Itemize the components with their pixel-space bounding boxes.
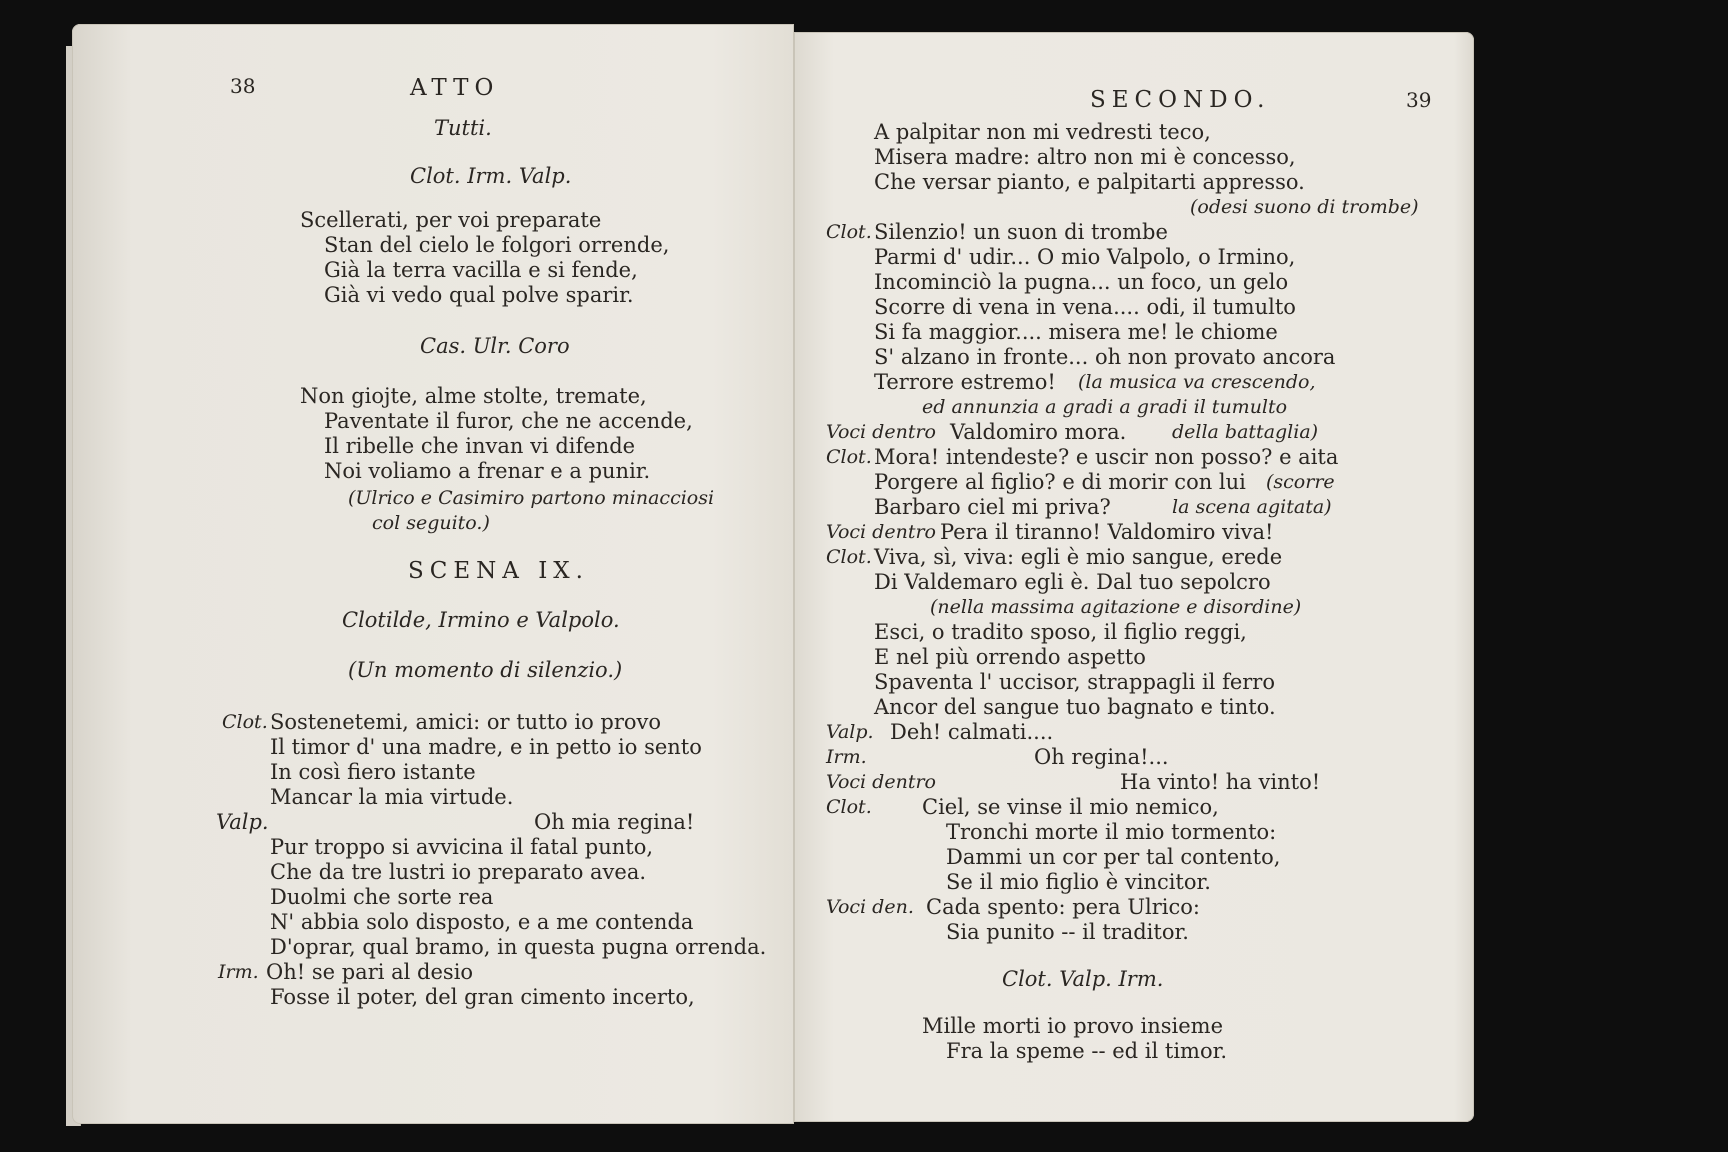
- verse-line: Incominciò la pugna... un foco, un gelo: [874, 270, 1289, 294]
- verse-line: D'oprar, qual bramo, in questa pugna orrenda.: [270, 935, 767, 959]
- page-number-left: 38: [230, 74, 256, 98]
- verse-line: Duolmi che sorte rea: [270, 885, 494, 909]
- verse-line: Non giojte, alme stolte, tremate,: [300, 384, 647, 408]
- verse-line: Fra la speme -- ed il timor.: [946, 1039, 1228, 1063]
- stage-direction: (la musica va crescendo,: [1078, 371, 1316, 393]
- verse-line: Ciel, se vinse il mio nemico,: [922, 795, 1219, 819]
- speaker-label: Valp.: [216, 810, 269, 834]
- verse-line: In così fiero istante: [270, 760, 476, 784]
- stage-direction: ed annunzia a gradi a gradi il tumulto: [922, 396, 1288, 418]
- stage-direction: la scena agitata): [1172, 496, 1332, 518]
- verse-line: S' alzano in fronte... oh non provato ancora: [874, 345, 1336, 369]
- stage-direction: (Ulrico e Casimiro partono minacciosi: [348, 487, 715, 509]
- right-page: [794, 32, 1474, 1122]
- verse-line: Silenzio! un suon di trombe: [874, 220, 1168, 244]
- verse-line: Valdomiro mora.: [950, 420, 1127, 444]
- stage-direction: col seguito.): [372, 512, 490, 534]
- speaker-label: Voci dentro: [826, 421, 936, 443]
- page-number-right: 39: [1406, 88, 1432, 112]
- verse-line: E nel più orrendo aspetto: [874, 645, 1146, 669]
- verse-line: Mille morti io provo insieme: [922, 1014, 1224, 1038]
- verse-line: Pur troppo si avvicina il fatal punto,: [270, 835, 654, 859]
- speaker-heading: Clot. Irm. Valp.: [410, 164, 572, 188]
- verse-line: Sia punito -- il traditor.: [946, 920, 1189, 944]
- verse-line: Paventate il furor, che ne accende,: [324, 409, 693, 433]
- speaker-label: Clot.: [826, 446, 872, 468]
- stage-direction: della battaglia): [1172, 421, 1319, 443]
- stage-direction: (nella massima agitazione e disordine): [930, 596, 1302, 618]
- stage-direction: (odesi suono di trombe): [1190, 196, 1419, 218]
- verse-line: Terrore estremo!: [874, 370, 1056, 394]
- verse-line: Si fa maggior.... misera me! le chiome: [874, 320, 1278, 344]
- verse-line: Scorre di vena in vena.... odi, il tumulto: [874, 295, 1296, 319]
- verse-line: A palpitar non mi vedresti teco,: [874, 120, 1211, 144]
- speaker-label: Irm.: [218, 961, 259, 983]
- verse-line: Deh! calmati....: [890, 720, 1054, 744]
- verse-line: Cada spento: pera Ulrico:: [926, 895, 1200, 919]
- verse-line: Oh mia regina!: [534, 810, 695, 834]
- verse-line: N' abbia solo disposto, e a me contenda: [270, 910, 694, 934]
- speaker-label: Valp.: [826, 721, 874, 743]
- speaker-label: Voci den.: [826, 896, 914, 918]
- verse-line: Noi voliamo a frenar e a punir.: [324, 459, 651, 483]
- running-head-left: ATTO: [410, 75, 500, 101]
- verse-line: Barbaro ciel mi priva?: [874, 495, 1111, 519]
- open-book: [72, 24, 1474, 1132]
- speaker-label: Clot.: [826, 796, 872, 818]
- speaker-label: Voci dentro: [826, 771, 936, 793]
- speaker-heading: Cas. Ulr. Coro: [420, 334, 570, 358]
- verse-line: Stan del cielo le folgori orrende,: [324, 233, 670, 257]
- verse-line: Già vi vedo qual polve sparir.: [324, 283, 634, 307]
- speaker-label: Clot.: [222, 711, 268, 733]
- verse-line: Se il mio figlio è vincitor.: [946, 870, 1211, 894]
- verse-line: Pera il tiranno! Valdomiro viva!: [940, 520, 1274, 544]
- verse-line: Dammi un cor per tal contento,: [946, 845, 1281, 869]
- verse-line: Di Valdemaro egli è. Dal tuo sepolcro: [874, 570, 1271, 594]
- verse-line: Viva, sì, viva: egli è mio sangue, erede: [874, 545, 1283, 569]
- verse-line: Mancar la mia virtude.: [270, 785, 514, 809]
- speaker-label: Irm.: [826, 746, 867, 768]
- verse-line: Mora! intendeste? e uscir non posso? e aita: [874, 445, 1339, 469]
- verse-line: Scellerati, per voi preparate: [300, 208, 602, 232]
- verse-line: Il timor d' una madre, e in petto io sento: [270, 735, 702, 759]
- verse-line: Tronchi morte il mio tormento:: [946, 820, 1277, 844]
- verse-line: Sostenetemi, amici: or tutto io provo: [270, 710, 662, 734]
- verse-line: Porgere al figlio? e di morir con lui: [874, 470, 1246, 494]
- verse-line: Ha vinto! ha vinto!: [1120, 770, 1321, 794]
- verse-line: Il ribelle che invan vi difende: [324, 434, 636, 458]
- stage-direction: (Un momento di silenzio.): [348, 658, 623, 682]
- left-page: [72, 24, 794, 1124]
- verse-line: Spaventa l' uccisor, strappagli il ferro: [874, 670, 1275, 694]
- verse-line: Che da tre lustri io preparato avea.: [270, 860, 647, 884]
- running-head-right: SECONDO.: [1090, 87, 1271, 113]
- verse-line: Ancor del sangue tuo bagnato e tinto.: [874, 695, 1276, 719]
- verse-line: Che versar pianto, e palpitarti appresso.: [874, 170, 1305, 194]
- verse-line: Parmi d' udir... O mio Valpolo, o Irmino,: [874, 245, 1296, 269]
- character-list: Clotilde, Irmino e Valpolo.: [342, 608, 620, 632]
- verse-line: Oh! se pari al desio: [266, 960, 474, 984]
- scene-title: SCENA IX.: [408, 558, 589, 584]
- stage-direction: (scorre: [1266, 471, 1335, 493]
- speaker-label: Clot.: [826, 546, 872, 568]
- speaker-label: Clot.: [826, 221, 872, 243]
- speaker-label: Voci dentro: [826, 521, 936, 543]
- verse-line: Oh regina!...: [1034, 745, 1169, 769]
- verse-line: Già la terra vacilla e si fende,: [324, 258, 638, 282]
- verse-line: Fosse il poter, del gran cimento incerto,: [270, 985, 695, 1009]
- verse-line: Misera madre: altro non mi è concesso,: [874, 145, 1296, 169]
- speaker-heading: Clot. Valp. Irm.: [1002, 967, 1164, 991]
- speaker-heading: Tutti.: [434, 116, 492, 140]
- verse-line: Esci, o tradito sposo, il figlio reggi,: [874, 620, 1247, 644]
